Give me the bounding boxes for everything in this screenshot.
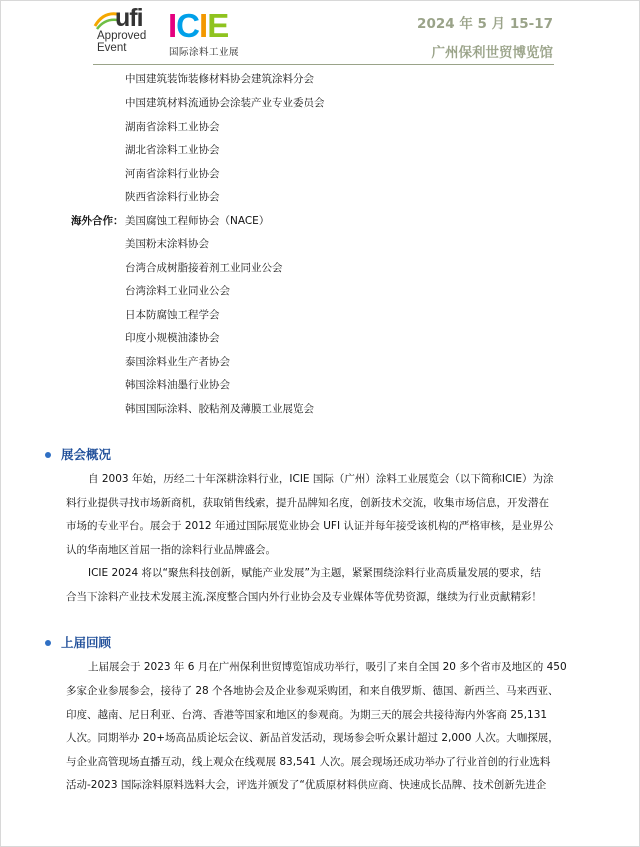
icie-subtitle: 国际涂料工业展 xyxy=(169,47,240,58)
list-item: 湖北省涂料工业协会 xyxy=(125,144,220,156)
icie-letter-i1: I xyxy=(168,7,177,44)
icie-letter-e: E xyxy=(207,7,229,44)
list-item: 韩国涂料油墨行业协会 xyxy=(125,379,230,391)
list-item: 美国粉末涂料协会 xyxy=(125,238,209,250)
ufi-word: ufi xyxy=(115,4,143,32)
list-item: 美国腐蚀工程师协会（NACE） xyxy=(125,215,270,227)
icie-logo xyxy=(168,7,258,58)
overseas-label: 海外合作： xyxy=(71,215,124,227)
list-item: 印度小规模油漆协会 xyxy=(125,332,220,344)
list-item: 日本防腐蚀工程学会 xyxy=(125,309,220,321)
paragraph-line: 料行业提供寻找市场新商机，获取销售线索，提升品牌知名度，创新技术交流，收集市场信息，开发潜在 xyxy=(66,497,549,509)
list-item: 河南省涂料行业协会 xyxy=(125,168,220,180)
paragraph-line: 人次。同期举办 20+场高品质论坛会议、新品首发活动，现场参会听众累计超过 2,000 人次。大咖探展， xyxy=(66,732,559,744)
ufi-approved-text xyxy=(97,30,146,54)
paragraph-line: ICIE 2024 将以“聚焦科技创新，赋能产业发展”为主题，紧紧围绕涂料行业高质量发展的要求，结 xyxy=(88,567,541,579)
list-item: 韩国国际涂料、胶粘剂及薄膜工业展览会 xyxy=(125,403,314,415)
paragraph-line: 合当下涂料产业技术发展主流,深度整合国内外行业协会及专业媒体等优势资源，继续为行业贡献精彩！ xyxy=(66,591,542,603)
paragraph-line: 市场的专业平台。展会于 2012 年通过国际展览业协会 UFI 认证并每年接受该机构的严格审核，是业界公 xyxy=(66,520,554,532)
list-item: 台湾合成树脂接着剂工业同业公会 xyxy=(125,262,283,274)
page-header xyxy=(0,0,640,66)
paragraph-line: 认的华南地区首屈一指的涂料行业品牌盛会。 xyxy=(66,544,276,556)
list-item: 中国建筑材料流通协会涂装产业专业委员会 xyxy=(125,97,325,109)
section-title-overview xyxy=(45,445,111,463)
event-date: 2024 年 5 月 15-17 xyxy=(417,16,553,32)
paragraph-line: 活动-2023 国际涂料原料选料大会，评选并颁发了“优质原材料供应商、快速成长品牌、技术创新先进企 xyxy=(66,779,547,791)
list-item: 台湾涂料工业同业公会 xyxy=(125,285,230,297)
ufi-event-line: Event xyxy=(97,42,127,54)
paragraph-line: 与企业高管现场直播互动，线上观众在线观展 83,541 人次。展会现场还成功举办了行业首创的行业选料 xyxy=(66,756,551,768)
event-venue: 广州保利世贸博览馆 xyxy=(431,45,553,61)
list-item: 湖南省涂料工业协会 xyxy=(125,121,220,133)
section-title-review xyxy=(45,633,111,651)
section-title-text: 上届回顾 xyxy=(61,635,112,650)
bullet-icon xyxy=(45,640,51,646)
paragraph-line: 上届展会于 2023 年 6 月在广州保利世贸博览馆成功举行，吸引了来自全国 20 多个省市及地区的 450 xyxy=(88,661,567,673)
icie-letter-i2: I xyxy=(199,7,208,44)
paragraph-line: 多家企业参展参会，接待了 28 个各地协会及企业参观采购团，和来自俄罗斯、德国、新西兰、马来西亚、 xyxy=(66,685,559,697)
list-item: 泰国涂料业生产者协会 xyxy=(125,356,230,368)
ufi-approved-logo xyxy=(93,4,163,60)
ufi-approved-line: Approved xyxy=(97,30,147,42)
section-title-text: 展会概况 xyxy=(61,447,112,462)
paragraph-line: 印度、越南、尼日利亚、台湾、香港等国家和地区的参观商。为期三天的展会共接待海内外客商 25,131 xyxy=(66,709,548,721)
icie-letter-c: C xyxy=(176,7,200,44)
list-item: 中国建筑装饰装修材料协会建筑涂料分会 xyxy=(125,73,314,85)
bullet-icon xyxy=(45,452,51,458)
icie-word xyxy=(168,7,228,45)
header-divider xyxy=(93,64,554,65)
list-item: 陕西省涂料行业协会 xyxy=(125,191,220,203)
paragraph-line: 自 2003 年始，历经二十年深耕涂料行业，ICIE 国际（广州）涂料工业展览会（以下简称ICIE）为涂 xyxy=(88,473,554,485)
